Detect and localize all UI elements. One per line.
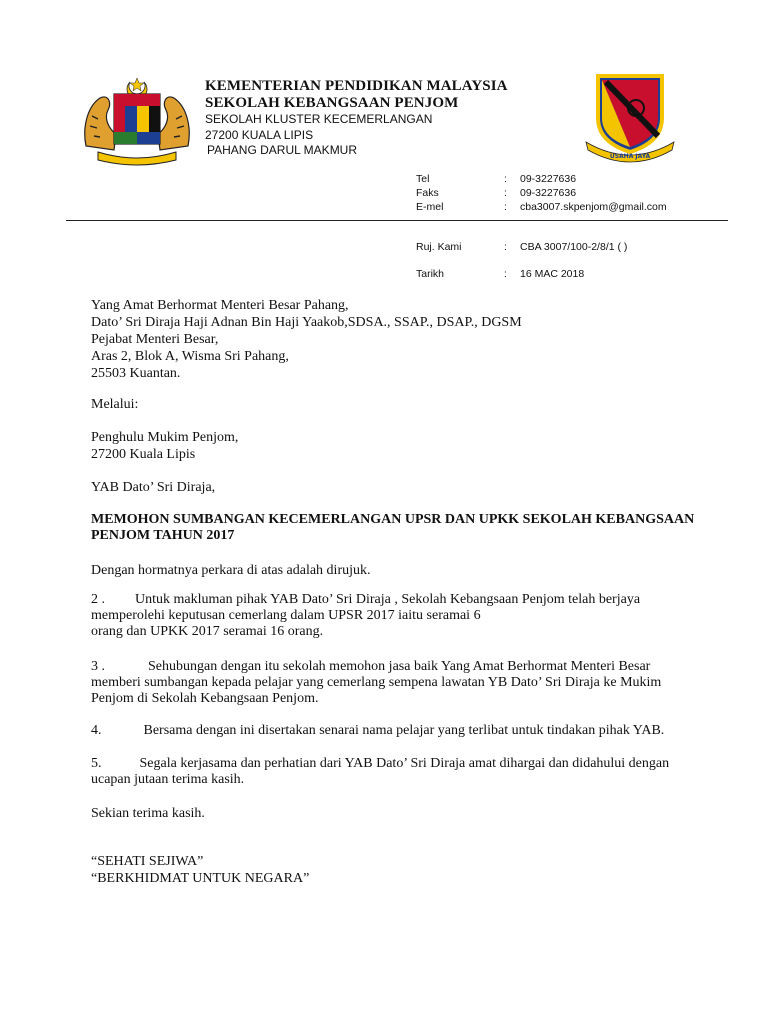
paragraph-text: memberi sumbangan kepada pelajar yang cemerlang sempena lawatan YB Dato’ Sri Diraja ke Mukim (91, 675, 662, 690)
recipient-line: Dato’ Sri Diraja Haji Adnan Bin Haji Yaakob,SDSA., SSAP., DSAP., DGSM (91, 315, 522, 330)
school-name: SEKOLAH KEBANGSAAN PENJOM (205, 95, 459, 111)
school-cluster: SEKOLAH KLUSTER KECEMERLANGAN (205, 112, 433, 126)
ref-label: Ruj. Kami (416, 241, 462, 253)
paragraph-number: 2 . (91, 592, 105, 607)
paragraph-text: Untuk makluman pihak YAB Dato’ Sri Diraja , Sekolah Kebangsaan Penjom telah berjaya (135, 592, 641, 607)
paragraph-text: Sehubungan dengan itu sekolah memohon jasa baik Yang Amat Berhormat Menteri Besar (148, 659, 651, 674)
motto-line: “BERKHIDMAT UNTUK NEGARA” (91, 871, 310, 886)
via-address (91, 429, 691, 463)
paragraph-text: memperolehi keputusan cemerlang dalam UPSR 2017 iaitu seramai 6 (91, 608, 481, 623)
recipient-line: 25503 Kuantan. (91, 366, 181, 381)
school-postcode-city: 27200 KUALA LIPIS (205, 128, 314, 142)
email-label: E-mel (416, 201, 444, 213)
email-value: cba3007.skpenjom@gmail.com (520, 201, 667, 213)
paragraph-4 (91, 723, 691, 739)
recipient-line: Pejabat Menteri Besar, (91, 332, 219, 347)
paragraph-number: 5. (91, 756, 102, 771)
ref-value: CBA 3007/100-2/8/1 ( ) (520, 241, 628, 253)
letter-subject (91, 512, 731, 544)
paragraph-text: Penjom di Sekolah Kebangsaan Penjom. (91, 691, 319, 706)
school-motto-label: USAHA JAYA (609, 153, 651, 160)
salutation: YAB Dato’ Sri Diraja, (91, 480, 216, 495)
paragraph-2 (91, 592, 691, 640)
recipient-line: Aras 2, Blok A, Wisma Sri Pahang, (91, 349, 289, 364)
letterhead-divider (66, 220, 728, 221)
opening-line: Dengan hormatnya perkara di atas adalah dirujuk. (91, 563, 371, 578)
tel-label: Tel (416, 173, 430, 185)
paragraph-number: 3 . (91, 659, 105, 674)
closing-line: Sekian terima kasih. (91, 806, 205, 821)
school-crest-icon (584, 72, 676, 164)
paragraph-text: Bersama dengan ini disertakan senarai nama pelajar yang terlibat untuk tindakan pihak YAB. (143, 723, 665, 738)
via-line: Penghulu Mukim Penjom, (91, 430, 239, 445)
recipient-line: Yang Amat Berhormat Menteri Besar Pahang, (91, 298, 349, 313)
paragraph-number: 4. (91, 723, 102, 738)
date-colon: : (504, 268, 507, 280)
paragraph-3 (91, 659, 691, 707)
email-colon: : (504, 201, 507, 213)
via-line: 27200 Kuala Lipis (91, 447, 196, 462)
ref-colon: : (504, 241, 507, 253)
tel-value: 09-3227636 (520, 173, 577, 185)
date-value: 16 MAC 2018 (520, 268, 585, 280)
via-label: Melalui: (91, 397, 139, 412)
paragraph-5 (91, 756, 691, 788)
paragraph-text: Segala kerjasama dan perhatian dari YAB Dato’ Sri Diraja amat dihargai dan didahului dengan (139, 756, 670, 771)
fax-colon: : (504, 187, 507, 199)
fax-label: Faks (416, 187, 439, 199)
tel-colon: : (504, 173, 507, 185)
date-label: Tarikh (416, 268, 445, 280)
recipient-address (91, 297, 691, 382)
motto-line: “SEHATI SEJIWA” (91, 854, 204, 869)
paragraph-text: orang dan UPKK 2017 seramai 16 orang. (91, 624, 324, 639)
school-state: PAHANG DARUL MAKMUR (207, 143, 358, 157)
fax-value: 09-3227636 (520, 187, 577, 199)
malaysia-coat-of-arms-icon (78, 76, 196, 166)
paragraph-text: ucapan jutaan terima kasih. (91, 772, 245, 787)
subject-line: PENJOM TAHUN 2017 (91, 528, 235, 543)
motto (91, 853, 691, 887)
ministry-name: KEMENTERIAN PENDIDIKAN MALAYSIA (205, 78, 508, 94)
subject-line: MEMOHON SUMBANGAN KECEMERLANGAN UPSR DAN UPKK SEKOLAH KEBANGSAAN (91, 512, 695, 527)
